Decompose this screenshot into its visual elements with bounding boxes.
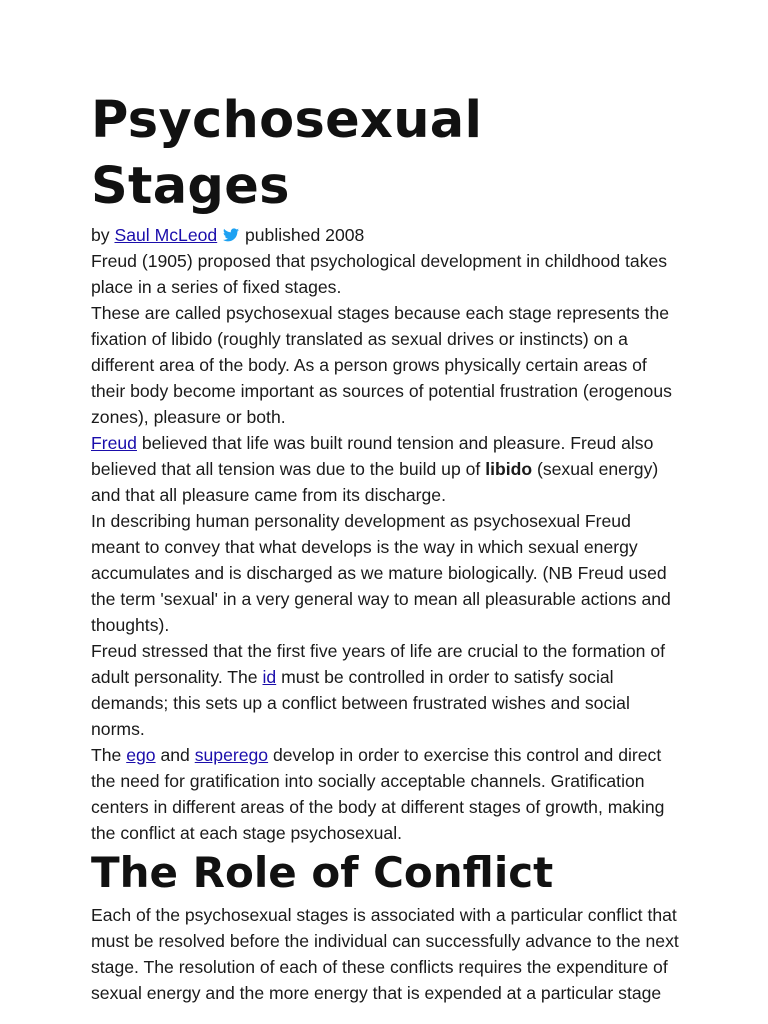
id-link[interactable]: id	[262, 667, 277, 687]
paragraph-tension-text-1: believed that life was built round tension and pleasure. Freud also believed that all tension was due to the build up of	[91, 433, 654, 479]
article	[91, 88, 681, 1006]
page-title: Psychosexual Stages	[91, 91, 483, 216]
paragraph-tension-text-2: (sexual energy) and that all pleasure came from its discharge.	[91, 459, 659, 505]
paragraph-ego-superego	[91, 742, 681, 846]
paragraph-five-years-text-1: Freud stressed that the first five years of life are crucial to the formation of adult personality. The	[91, 641, 666, 687]
ego-link[interactable]: ego	[126, 745, 156, 765]
byline	[91, 222, 681, 248]
twitter-bird-icon[interactable]	[223, 223, 239, 237]
published-date: published 2008	[240, 225, 365, 245]
byline-prefix: by	[91, 225, 115, 245]
paragraph-intro: Freud (1905) proposed that psychological development in childhood takes place in a series of fixed stages.	[91, 251, 668, 297]
freud-link[interactable]: Freud	[91, 433, 137, 453]
paragraph-five-years-text-2: must be controlled in order to satisfy social demands; this sets up a conflict between frustrated wishes and social norms.	[91, 667, 630, 739]
paragraph-development: In describing human personality development as psychosexual Freud meant to convey that what develops is the way in which sexual energy accumulates and is discharged as we mature biologically. (NB Freud used the term 'sexual' in a very general way to mean all pleasurable actions and thoughts).	[91, 511, 671, 635]
paragraph-ego-text-3: develop in order to exercise this control and direct the need for gratification into socially acceptable channels. Gratification centers in different areas of the body at different stages of growth, making the conflict at each stage psychosexual.	[91, 745, 665, 843]
paragraph-conflict: Each of the psychosexual stages is associated with a particular conflict that must be resolved before the individual can successfully advance to the next stage. The resolution of each of these conflicts requires the expenditure of sexual energy and the more energy that is expended at a particular stage	[91, 905, 679, 1003]
paragraph-ego-text-2: and	[155, 745, 195, 765]
paragraph-tension	[91, 430, 681, 508]
paragraph-ego-text-1: The	[91, 745, 127, 765]
paragraph-psychosexual-stages: These are called psychosexual stages because each stage represents the fixation of libido (roughly translated as sexual drives or instincts) on a different area of the body. As a person grows physically certain areas of their body become important as sources of potential frustration (erogenous zones), pleasure or both.	[91, 303, 672, 427]
section-heading-role-of-conflict: The Role of Conflict	[91, 848, 554, 897]
superego-link[interactable]: superego	[194, 745, 269, 765]
author-link[interactable]: Saul McLeod	[114, 225, 218, 245]
libido-term: libido	[485, 459, 533, 479]
paragraph-first-five-years	[91, 638, 681, 742]
